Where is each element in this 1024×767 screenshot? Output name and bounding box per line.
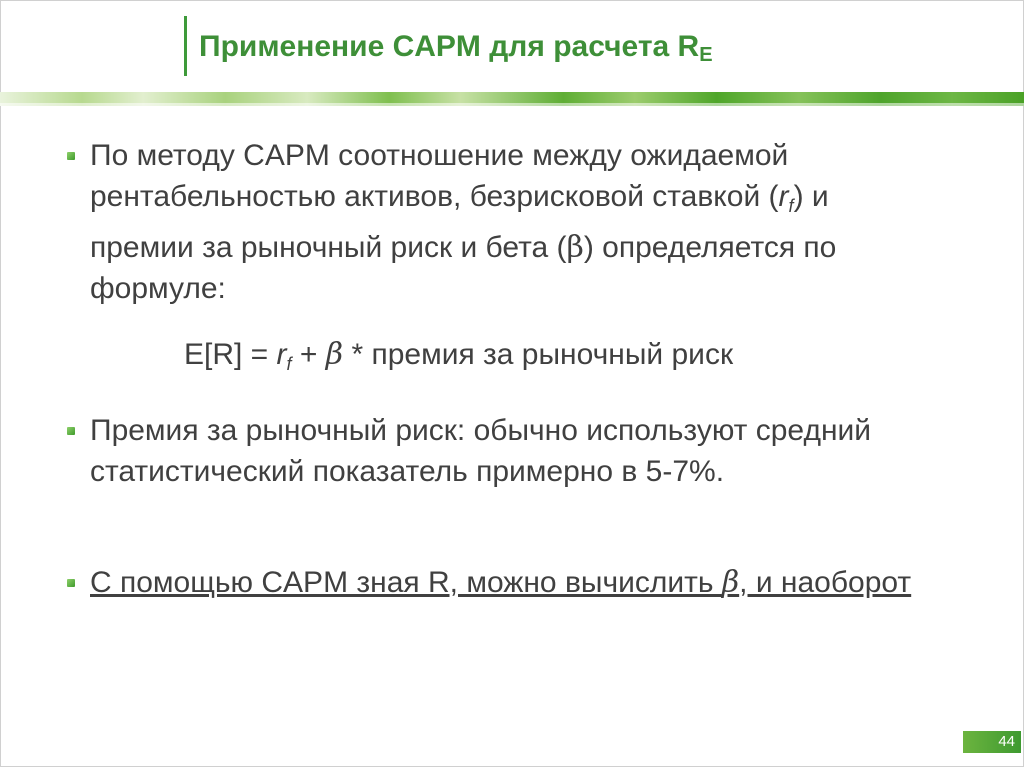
title-accent-bar bbox=[184, 16, 187, 76]
slide-title bbox=[199, 30, 713, 67]
bullet1-text-b: ) и премии за рыночный риск и бета ( bbox=[90, 180, 829, 264]
bullet-item-beta-link[interactable] bbox=[90, 562, 920, 603]
bullet-icon bbox=[67, 579, 75, 587]
bullet-icon bbox=[67, 152, 75, 160]
formula-beta: β bbox=[325, 337, 344, 372]
bullet-item-market-premium bbox=[90, 410, 920, 492]
bullet-icon bbox=[67, 427, 75, 435]
bullet1-rf: r bbox=[778, 180, 789, 213]
capm-formula bbox=[184, 335, 733, 384]
formula-lhs: E[R] = bbox=[184, 338, 277, 371]
bullet3-text-b[interactable]: , и наоборот bbox=[739, 566, 912, 599]
slide-title-text: Применение CAPM для расчета R bbox=[199, 30, 700, 63]
formula-plus: + bbox=[291, 338, 326, 371]
bullet1-rf-sub: f bbox=[788, 196, 794, 216]
bullet3-beta[interactable]: β bbox=[721, 565, 740, 600]
bullet3-text-a[interactable]: С помощью CAPM зная R, можно вычислить bbox=[90, 566, 722, 599]
formula-rest: * премия за рыночный риск bbox=[343, 338, 734, 371]
bullet-item-capm-method bbox=[90, 135, 920, 309]
decorative-grass-stripe bbox=[0, 92, 1024, 106]
slide-title-subscript: E bbox=[699, 44, 713, 66]
bullet2-text: Премия за рыночный риск: обычно используют средний статистический показатель примерно в 5-7%. bbox=[90, 414, 872, 488]
bullet1-text-c: ) определяется по формуле: bbox=[90, 231, 837, 305]
formula-rf-sub: f bbox=[286, 354, 292, 374]
bullet1-beta: β bbox=[566, 230, 584, 265]
formula-rf: r bbox=[276, 338, 287, 371]
bullet1-text-a: По методу CAPM соотношение между ожидаемой рентабельностью активов, безрисковой ставкой ( bbox=[90, 139, 789, 213]
page-number: 44 bbox=[963, 731, 1021, 753]
